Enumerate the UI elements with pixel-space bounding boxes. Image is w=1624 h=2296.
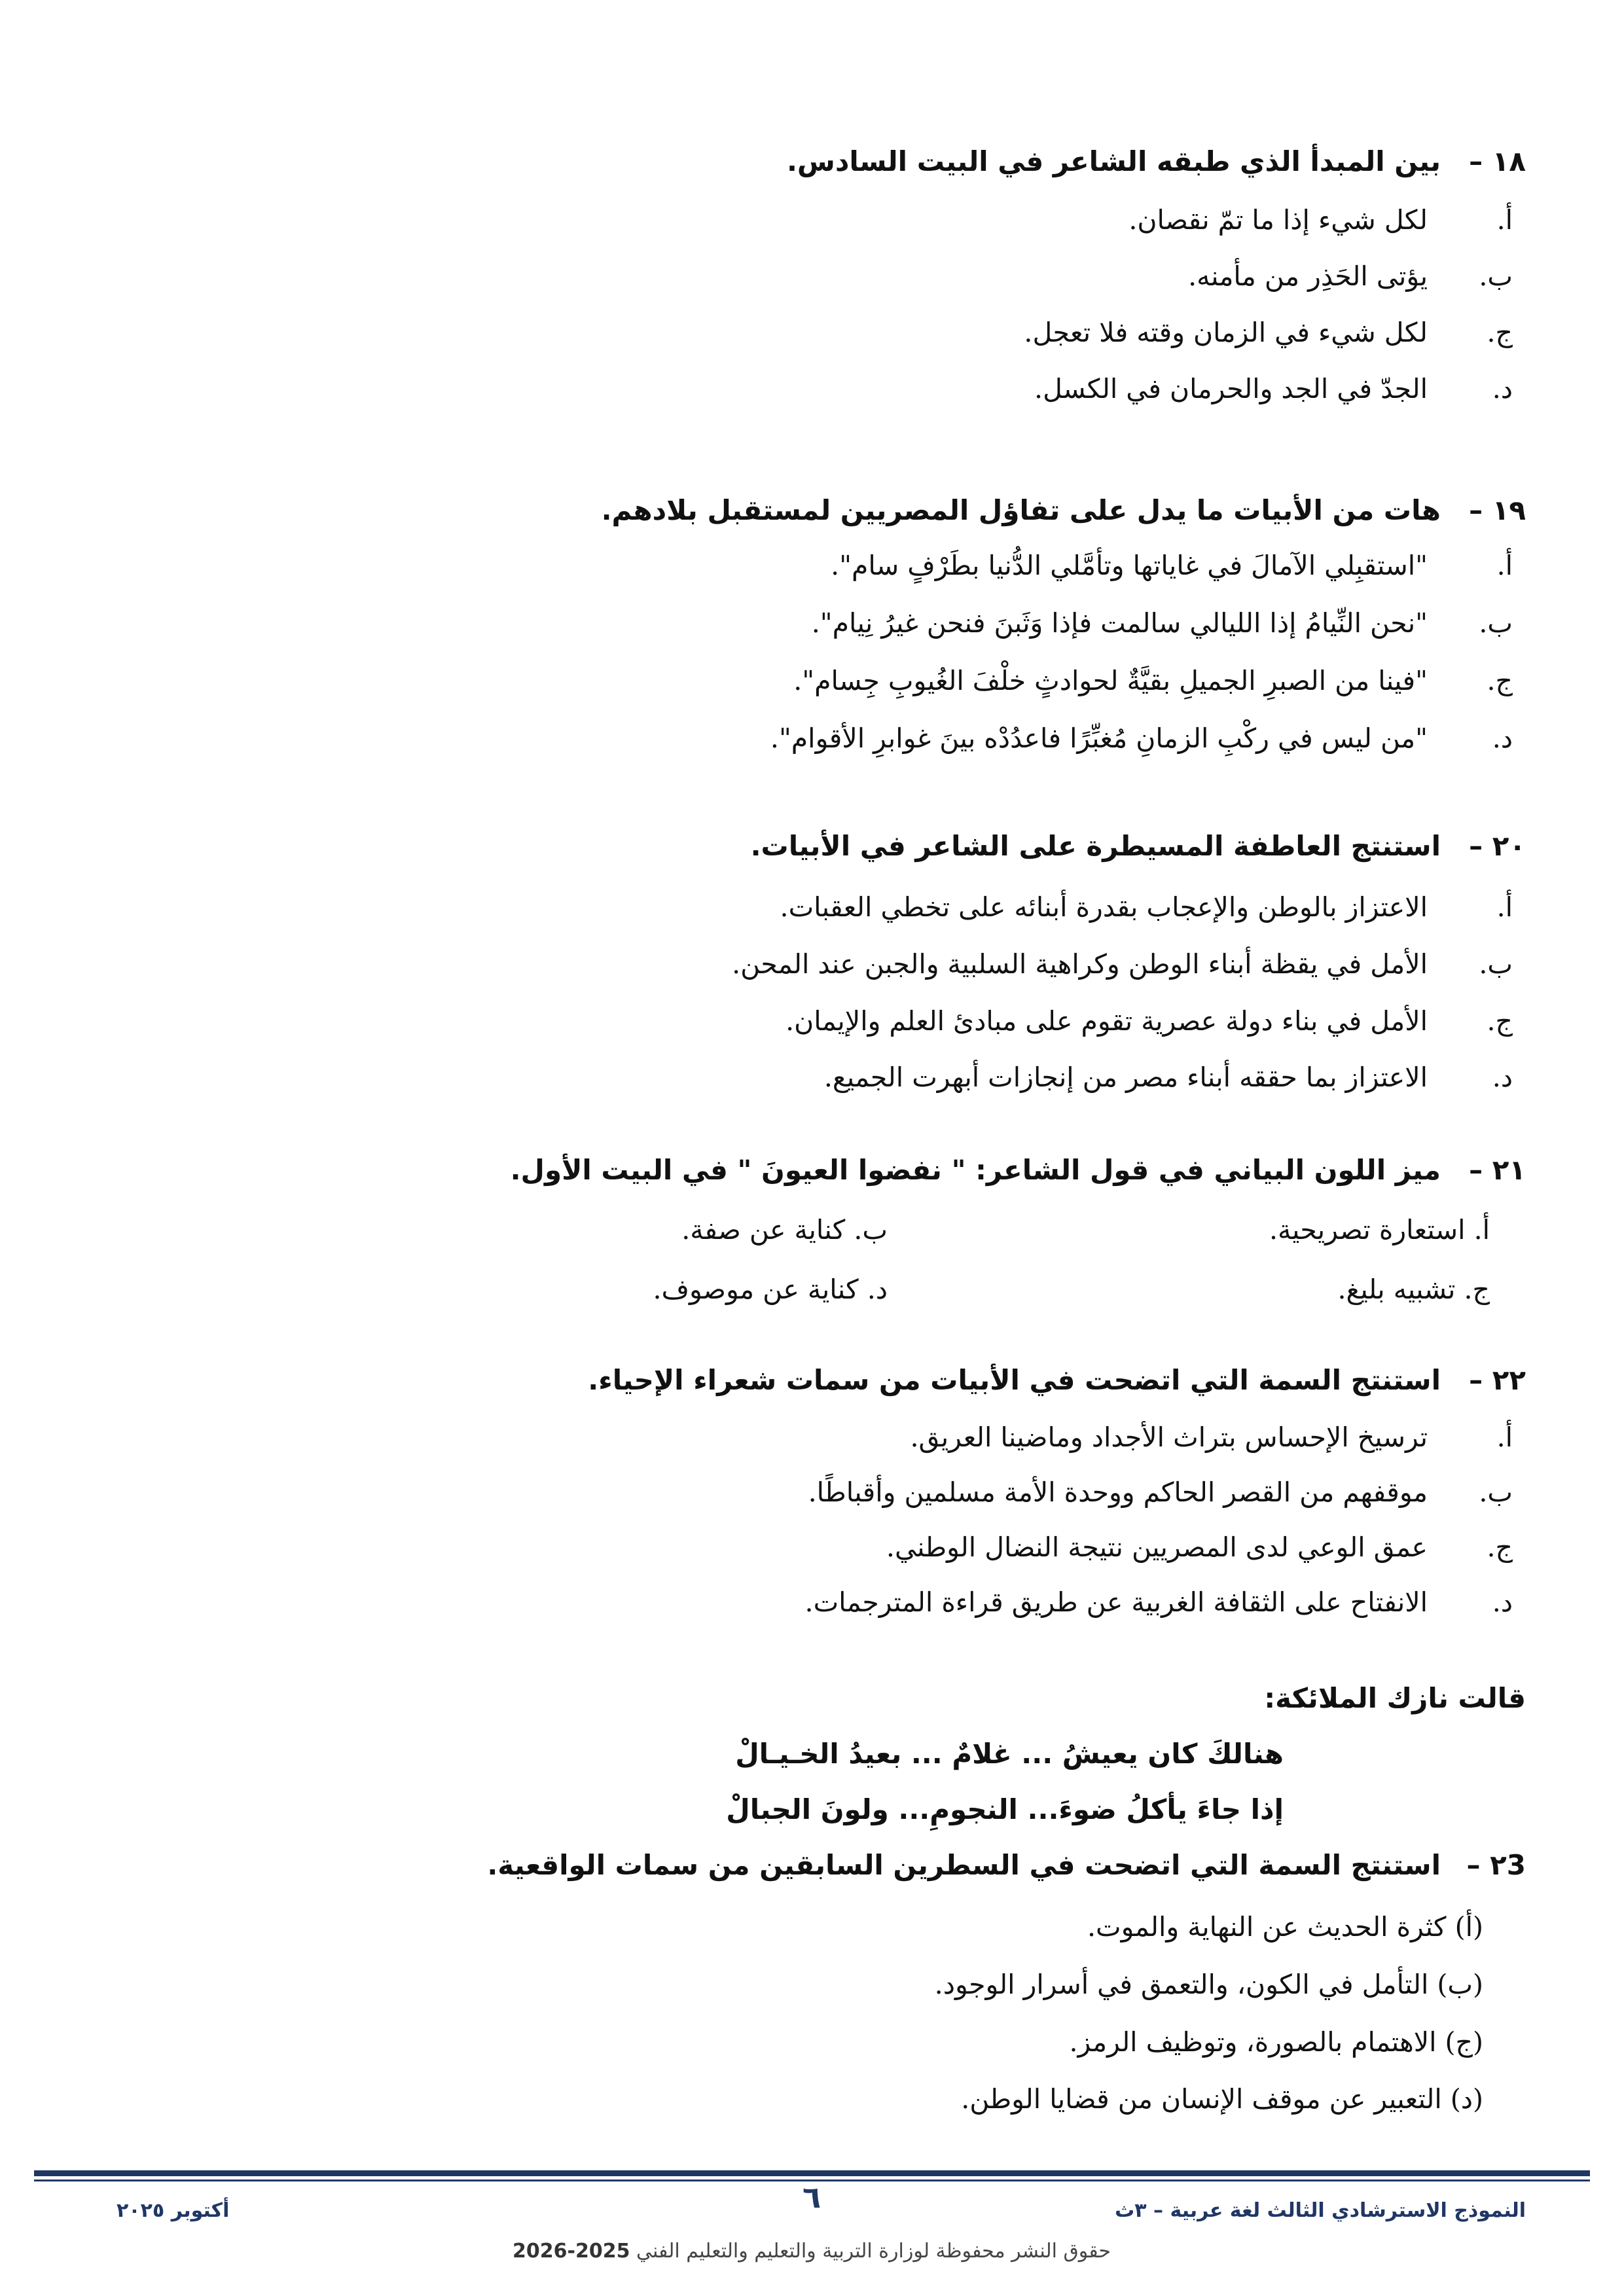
copyright-text: حقوق النشر محفوظة لوزارة التربية والتعليم والتعليم الفني [636, 2240, 1111, 2263]
question-number: ١٩ – [1469, 494, 1526, 526]
copyright-notice [367, 2240, 1257, 2263]
option-23-a[interactable]: (أ) كثرة الحديث عن النهاية والموت. [1087, 1911, 1483, 1943]
option-20-a[interactable]: أ. الاعتزاز بالوطن والإعجاب بقدرة أبنائه على تخطي العقبات. [780, 891, 1513, 923]
option-22-a[interactable]: أ. ترسيخ الإحساس بتراث الأجداد وماضينا العريق. [910, 1422, 1513, 1453]
option-22-b[interactable]: ب. موقفهم من القصر الحاكم ووحدة الأمة مسلمين وأقباطًا. [808, 1477, 1513, 1508]
option-18-c[interactable]: ج. لكل شيء في الزمان وقته فلا تعجل. [1024, 317, 1513, 348]
poem-verse-1: هنالكَ كان يعيشُ ... غلامٌ ... بعيدُ الخـيـالْ [735, 1738, 1284, 1770]
option-21-b[interactable]: ب. كناية عن صفة. [681, 1214, 888, 1246]
footer-date: أكتوبر ٢٠٢٥ [117, 2199, 230, 2222]
question-text: بين المبدأ الذي طبقه الشاعر في البيت السادس. [786, 145, 1441, 177]
option-19-a[interactable]: أ. "استقبِلي الآمالَ في غاياتها وتأمَّلي الدُّنيا بطَرْفٍ سام". [831, 550, 1513, 581]
option-22-d[interactable]: د. الانفتاح على الثقافة الغربية عن طريق قراءة المترجمات. [804, 1587, 1513, 1618]
question-text: ميز اللون البياني في قول الشاعر: " نفضوا العيونَ " في البيت الأول. [510, 1154, 1441, 1186]
option-20-c[interactable]: ج. الأمل في بناء دولة عصرية تقوم على مبادئ العلم والإيمان. [785, 1005, 1513, 1037]
question-text: هات من الأبيات ما يدل على تفاؤل المصريين لمستقبل بلادهم. [601, 494, 1441, 526]
option-21-a[interactable]: أ. استعارة تصريحية. [1269, 1214, 1490, 1246]
option-18-a[interactable]: أ. لكل شيء إذا ما تمّ نقصان. [1128, 204, 1513, 236]
question-number: ٢3 – [1466, 1849, 1526, 1881]
question-number: ٢١ – [1469, 1154, 1526, 1186]
option-18-d[interactable]: د. الجدّ في الجد والحرمان في الكسل. [1034, 373, 1513, 404]
option-18-b[interactable]: ب. يؤتى الحَذِر من مأمنه. [1188, 260, 1513, 292]
option-20-b[interactable]: ب. الأمل في يقظة أبناء الوطن وكراهية السلبية والجبن عند المحن. [732, 948, 1513, 980]
footer-exam-title: النموذج الاسترشادي الثالث لغة عربية – ٣ث [1115, 2199, 1526, 2222]
page-number: ٦ [802, 2179, 821, 2215]
question-text: استنتج السمة التي اتضحت في السطرين السابقين من سمات الواقعية. [487, 1849, 1441, 1881]
option-23-c[interactable]: (ج) الاهتمام بالصورة، وتوظيف الرمز. [1069, 2026, 1483, 2058]
question-19 [105, 494, 1526, 526]
question-number: ٢٢ – [1469, 1364, 1526, 1396]
question-number: ١٨ – [1469, 145, 1526, 177]
question-number: ٢٠ – [1469, 830, 1526, 862]
question-18 [105, 145, 1526, 177]
option-19-c[interactable]: ج. "فينا من الصبرِ الجميلِ بقيَّةٌ لحوادثٍ خلْفَ الغُيوبِ جِسام". [793, 665, 1513, 696]
option-22-c[interactable]: ج. عمق الوعي لدى المصريين نتيجة النضال الوطني. [886, 1532, 1513, 1563]
option-23-b[interactable]: (ب) التأمل في الكون، والتعمق في أسرار الوجود. [934, 1969, 1483, 2000]
question-20 [105, 830, 1526, 862]
poem-verse-2: إذا جاءَ يأكلُ ضوءَ... النجومِ... ولونَ الجبالْ [726, 1793, 1284, 1825]
question-21 [105, 1154, 1526, 1186]
option-23-d[interactable]: (د) التعبير عن موقف الإنسان من قضايا الوطن. [961, 2083, 1483, 2115]
copyright-year: 2025-2026 [513, 2240, 630, 2263]
option-21-c[interactable]: ج. تشبيه بليغ. [1337, 1274, 1490, 1305]
footer-rule [34, 2170, 1590, 2176]
option-19-d[interactable]: د. "من ليس في ركْبِ الزمانِ مُغبِّرًا فاعدُدْه بينَ غوابرِ الأقوام". [770, 723, 1513, 754]
option-21-d[interactable]: د. كناية عن موصوف. [653, 1274, 888, 1305]
option-19-b[interactable]: ب. "نحن النِّيامُ إذا الليالي سالمت فإذا وَثَبنَ فنحن غيرُ نِيام". [811, 607, 1513, 639]
option-20-d[interactable]: د. الاعتزاز بما حققه أبناء مصر من إنجازات أبهرت الجميع. [823, 1062, 1513, 1093]
question-22 [105, 1364, 1526, 1396]
poem-intro: قالت نازك الملائكة: [1264, 1682, 1526, 1714]
question-text: استنتج السمة التي اتضحت في الأبيات من سمات شعراء الإحياء. [588, 1364, 1441, 1396]
question-text: استنتج العاطفة المسيطرة على الشاعر في الأبيات. [750, 830, 1441, 862]
question-23 [105, 1849, 1526, 1881]
